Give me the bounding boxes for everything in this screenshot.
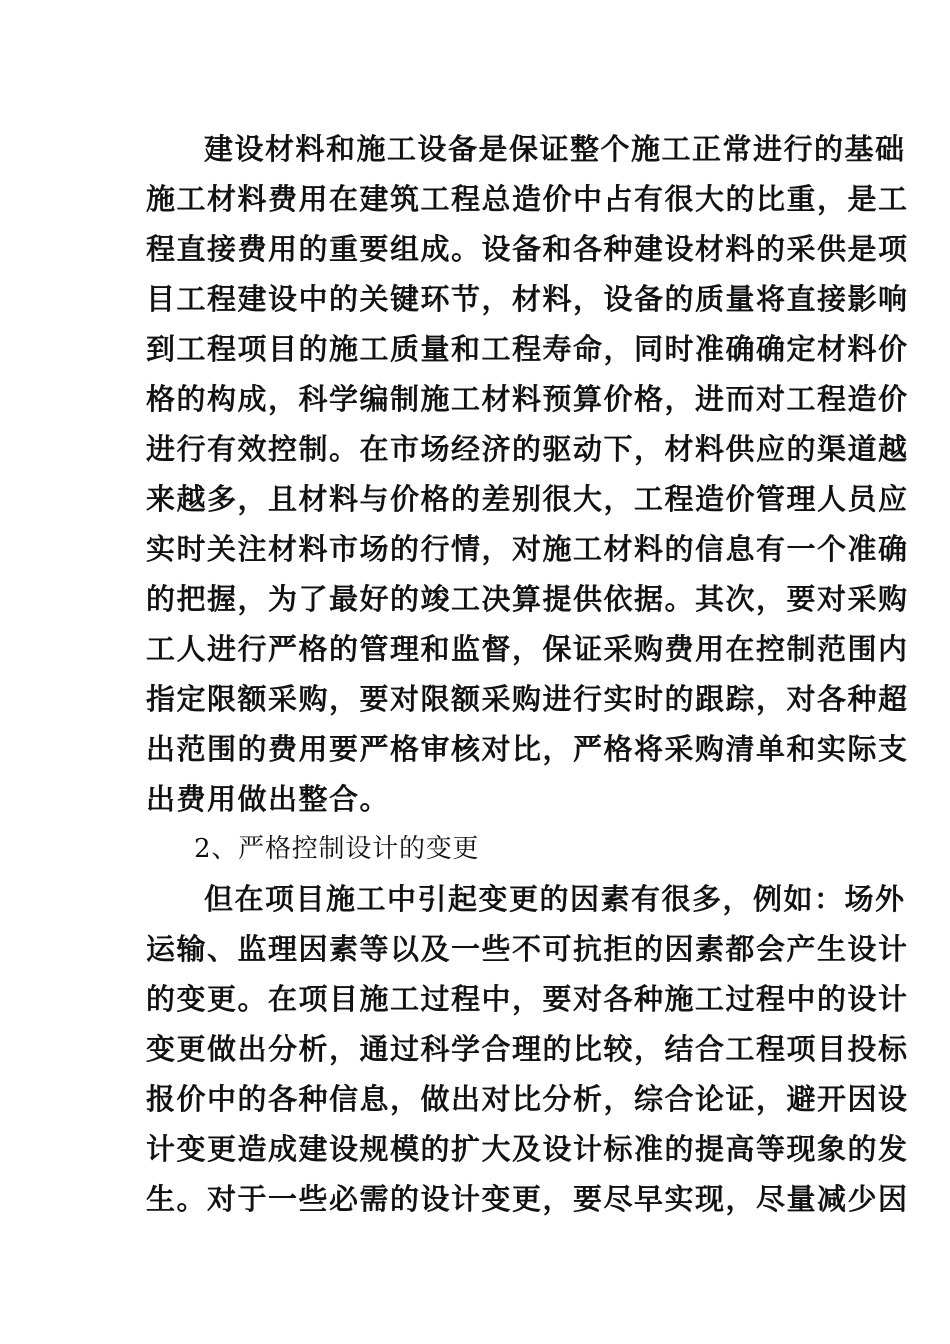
text-line: 指定限额采购，要对限额采购进行实时的跟踪，对各种超: [146, 682, 909, 716]
text-line: 的把握，为了最好的竣工决算提供依据。其次，要对采购: [146, 582, 909, 616]
text-line: 的变更。在项目施工过程中，要对各种施工过程中的设计: [146, 982, 909, 1016]
text-line: 目工程建设中的关键环节，材料，设备的质量将直接影响: [146, 282, 909, 316]
text-line: 建设材料和施工设备是保证整个施工正常进行的基础: [204, 132, 906, 166]
text-line: 进行有效控制。在市场经济的驱动下，材料供应的渠道越: [146, 432, 909, 466]
text-line: 到工程项目的施工质量和工程寿命，同时准确确定材料价: [146, 332, 909, 366]
text-line: 变更做出分析，通过科学合理的比较，结合工程项目投标: [146, 1032, 909, 1066]
text-line: 生。对于一些必需的设计变更，要尽早实现，尽量减少因: [146, 1182, 909, 1216]
text-line: 工人进行严格的管理和监督，保证采购费用在控制范围内: [146, 632, 909, 666]
text-line: 施工材料费用在建筑工程总造价中占有很大的比重，是工: [146, 182, 909, 216]
text-line: 但在项目施工中引起变更的因素有很多，例如：场外: [204, 882, 906, 916]
text-line: 运输、监理因素等以及一些不可抗拒的因素都会产生设计: [146, 932, 909, 966]
document-body: [146, 124, 909, 1224]
text-line: 出费用做出整合。: [146, 782, 391, 816]
paragraph-materials: [146, 124, 909, 824]
text-line: 来越多，且材料与价格的差别很大，工程造价管理人员应: [146, 482, 909, 516]
text-line: 出范围的费用要严格审核对比，严格将采购清单和实际支: [146, 732, 909, 766]
text-line: 程直接费用的重要组成。设备和各种建设材料的采供是项: [146, 232, 909, 266]
paragraph-design-change: [146, 874, 909, 1224]
text-line: 计变更造成建设规模的扩大及设计标准的提高等现象的发: [146, 1132, 909, 1166]
text-line: 实时关注材料市场的行情，对施工材料的信息有一个准确: [146, 532, 909, 566]
text-line: 报价中的各种信息，做出对比分析，综合论证，避开因设: [146, 1082, 909, 1116]
text-line: 格的构成，科学编制施工材料预算价格，进而对工程造价: [146, 382, 909, 416]
section-heading: 2、严格控制设计的变更: [194, 834, 480, 864]
